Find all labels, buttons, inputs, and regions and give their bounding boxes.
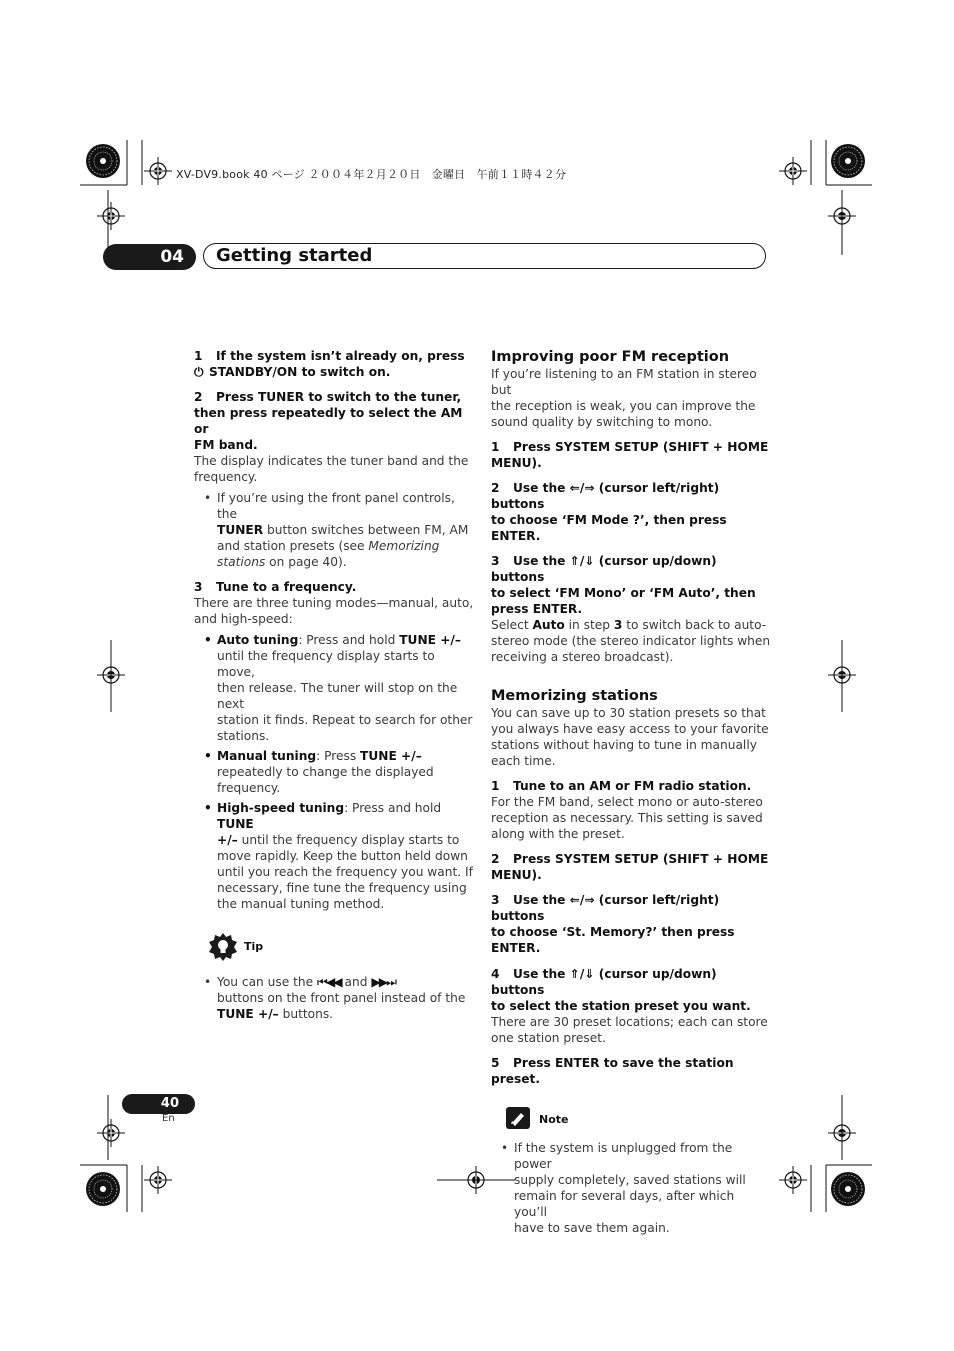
fm-step-3: 3 Use the ⇑/⇓ (cursor up/down) buttons xyxy=(491,554,717,584)
forward-next-icon: ▶▶⏭ xyxy=(371,975,396,989)
fm-step-1: 1 Press SYSTEM SETUP (SHIFT + HOME xyxy=(491,440,769,454)
mem-step-1: 1 Tune to an AM or FM radio station. xyxy=(491,779,752,793)
right-column: Improving poor FM reception If you’re listening to an FM station in stereo but the reception is weak, you can improve the sound quality by switching to mono. 1 Press SYSTEM SETUP (SHIFT + HOME MENU). 2 Use the ⇐/⇒ (cursor left/right) buttons to choose ‘FM Mode ?’, then press ENTER. 3 Use the ⇑/⇓ (cursor up/down) buttons to select ‘FM Mono’ or ‘FM Auto’, then press ENTER. Select Auto in step 3 to switch back to auto- stereo mode (the stereo indicator lights when receiving a stereo broadcast). Memorizing stations You can save up to 30 station presets so that you always have easy access to your favorite stations without having to tune in manually each time. 1 Tune to an AM or FM radio station. For the FM band, select mono or auto-stereo reception as necessary. This setting is saved along with the preset. 2 Press SYSTEM SETUP (SHIFT + HOME MENU). 3 Use the ⇐/⇒ (cursor left/right) buttons to choose ‘St. Memory?’ then press ENTER. 4 Use the ⇑/⇓ (cursor up/down) buttons to select the station preset you want. There are 30 preset locations; each can store one station preset. 5 Press ENTER to save the station preset. Note • If the system is unplugged from the power supply completely, saved stations will remain for several days, after which you’ll have to save them again. xyxy=(491,349,771,1235)
note-bullet: • If the system is unplugged from the power supply completely, saved stations will remain for several days, after which you’ll have to save them again. xyxy=(501,1141,746,1235)
memorizing-heading: Memorizing stations xyxy=(491,688,658,704)
print-header: XV-DV9.book 40 ページ ２００４年２月２０日 金曜日 午前１１時４２分 xyxy=(176,168,567,181)
auto-tuning-bullet: • Auto tuning: Press and hold TUNE +/– until the frequency display starts to move, then release. The tuner will stop on the next station it finds. Repeat to search for other stations. xyxy=(204,633,473,743)
mem-step-3: 3 Use the ⇐/⇒ (cursor left/right) buttons xyxy=(491,893,720,923)
left-right-arrows-icon: ⇐/⇒ xyxy=(569,481,595,495)
mem-step-4: 4 Use the ⇑/⇓ (cursor up/down) buttons xyxy=(491,967,717,997)
tip-label: Tip xyxy=(244,940,264,953)
note-header xyxy=(491,1107,771,1133)
note-icon xyxy=(506,1107,530,1129)
mem-step-5: 5 Press ENTER to save the station preset. xyxy=(491,1056,734,1086)
step-1: 1 If the system isn’t already on, press xyxy=(194,349,465,363)
up-down-arrows-icon: ⇑/⇓ xyxy=(569,554,595,568)
chapter-number: 04 xyxy=(103,244,196,270)
manual-tuning-bullet: • Manual tuning: Press TUNE +/– repeatedly to change the displayed frequency. xyxy=(204,749,434,795)
page-language: En xyxy=(162,1113,175,1124)
step-2: 2 Press TUNER to switch to the tuner, xyxy=(194,390,462,404)
tip-header xyxy=(194,932,474,962)
fm-step-2: 2 Use the ⇐/⇒ (cursor left/right) buttons xyxy=(491,481,720,511)
tip-bullet: • You can use the ⏮◀◀ and ▶▶⏭ buttons on the front panel instead of the TUNE +/– buttons. xyxy=(204,975,466,1021)
tip-icon xyxy=(208,932,238,962)
chapter-title: Getting started xyxy=(216,245,373,266)
prev-rewind-icon: ⏮◀◀ xyxy=(316,975,341,989)
mem-step-2: 2 Press SYSTEM SETUP (SHIFT + HOME xyxy=(491,852,769,866)
left-column: 1 If the system isn’t already on, press ⏻ STANDBY/ON to switch on. 2 Press TUNER to switch to the tuner, then press repeatedly to select the AM or FM band. The display indicates the tuner band and the frequency. • If you’re using the front panel controls, the TUNER button switches between FM, AM and station presets (see Memorizing stations on page 40). 3 Tune to a frequency. There are three tuning modes—manual, auto, and high-speed: • Auto tuning: Press and hold TUNE +/– until the frequency display starts to move, then release. The tuner will stop on the next station it finds. Repeat to search for other stations. • Manual tuning: Press TUNE +/– repeatedly to change the displayed frequency. • High-speed tuning: Press and hold TUNE +/– until the frequency display starts to move rapidly. Keep the button held down until you reach the frequency you want. If necessary, fine tune the frequency using the manual tuning method. Tip • You can use the ⏮◀◀ and ▶▶⏭ buttons on the front panel instead of the TUNE +/– buttons. xyxy=(194,349,474,1021)
note-label: Note xyxy=(539,1113,569,1126)
page-number: 40 xyxy=(122,1094,195,1114)
fm-reception-heading: Improving poor FM reception xyxy=(491,349,730,365)
up-down-arrows-icon: ⇑/⇓ xyxy=(569,967,595,981)
tuner-bullet: • If you’re using the front panel controls, the TUNER button switches between FM, AM and station presets (see Memorizing stations on page 40). xyxy=(204,491,469,569)
high-speed-tuning-bullet: • High-speed tuning: Press and hold TUNE +/– until the frequency display starts to move rapidly. Keep the button held down until you reach the frequency you want. If necessary, fine tune the frequency using the manual tuning method. xyxy=(204,801,473,911)
power-icon: ⏻ xyxy=(194,365,204,379)
left-right-arrows-icon: ⇐/⇒ xyxy=(569,893,595,907)
step-3: 3 Tune to a frequency. xyxy=(194,580,357,594)
